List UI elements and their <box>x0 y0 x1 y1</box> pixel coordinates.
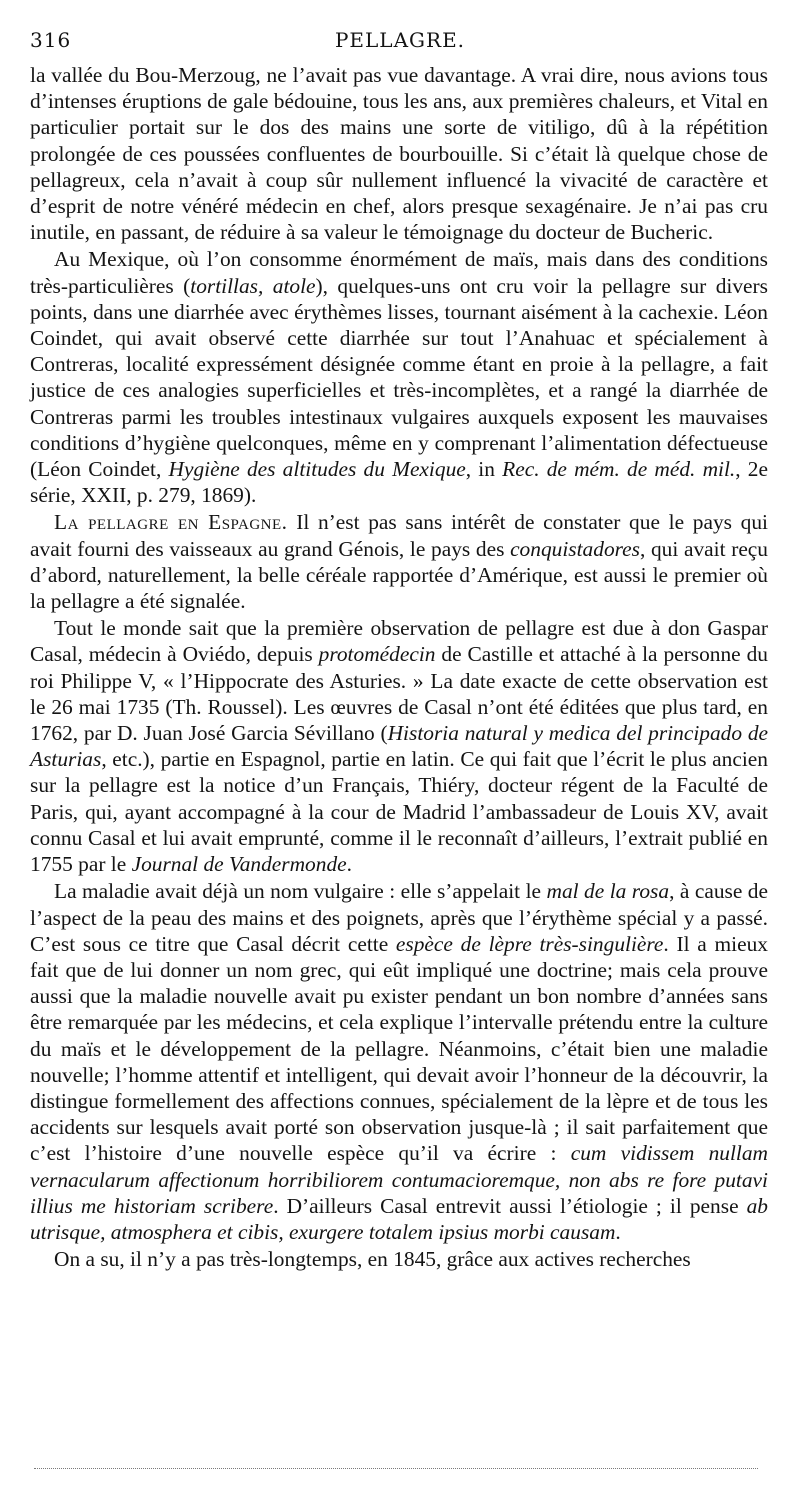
page-number: 316 <box>30 28 72 52</box>
paragraph <box>30 1246 768 1272</box>
text-run: La maladie avait déjà un nom vulgaire : elle s’appelait le <box>54 879 547 904</box>
text-run: , etc.), partie en Espagnol, partie en latin. Ce qui fait que l’écrit le plus ancien sur la pellagre est la notice d’un Français, Thiéry, docteur régent de la Faculté de Paris, qui, ayant accompagné à la cour de Madrid l’ambassadeur de Louis XV, avait connu Casal et lui avait emprunté, comme il le reconnaît d’ailleurs, l’extrait publié en 1755 par le <box>30 747 768 877</box>
italic-text: espèce de lèpre très-singulière <box>395 931 664 956</box>
paragraph <box>30 615 768 877</box>
italic-text: mal de la rosa <box>546 879 670 904</box>
italic-text: Historia natural y medica del principado de Asturias <box>30 721 769 772</box>
chapter-title: PELLAGRE. <box>334 28 466 52</box>
running-header <box>30 28 770 58</box>
text-run: ), quelques-uns ont cru voir la pellagre sur divers points, dans une diarrhée avec érythèmes lisses, tournant aisément à la cachexie. Léon Coindet, qui avait observé cette diarrhée sur tout l’Anahuac et spécialement à Contreras, localité expressément désignée comme étant en proie à la pellagre, a fait justice de ces analogies superficielles et très-incomplètes, et a rangé la diarrhée de Contreras parmi les troubles intestinaux vulgaires auxquels exposent les mauvaises conditions d’hygiène quelconques, même en y comprenant l’alimentation défectueuse (Léon Coindet, <box>30 273 768 482</box>
paragraph <box>30 62 768 245</box>
paragraph <box>30 246 768 508</box>
italic-text: protomédecin <box>318 642 436 667</box>
italic-text: cum vidissem nullam vernacularum affectionum horribiliorem contumacioremque, non abs re fore putavi illius me historiam scribere <box>30 1141 769 1218</box>
text-run: , à cause de l’aspect de la peau des mains et des poignets, après que l’érythème spécial y a passé. C’est sous ce titre que Casal décrit cette <box>30 879 768 956</box>
italic-text: Rec. de mém. de méd. mil. <box>502 457 736 482</box>
text-run: de Castille et attaché à la personne du roi Philippe V, « l’Hippocrate des Asturies. » La date exacte de cette observation est le 26 mai 1735 (Th. Roussel). Les œuvres de Casal n’ont été éditées que plus tard, en 1762, par D. Juan José Garcia Sévillano ( <box>30 642 768 746</box>
italic-text: ab utrisque, atmosphera et cibis, exurgere totalem ipsius morbi causam <box>30 1193 768 1244</box>
text-run: la vallée du Bou-Merzoug, ne l’avait pas vue davantage. A vrai dire, nous avions tous d’intenses éruptions de gale bédouine, tous les ans, aux premières chaleurs, et Vital en particulier portait sur le dos des mains une sorte de vitiligo, dû à la répétition prolongée de ces poussées confluentes de bourbouille. Si c’était là quelque chose de pellagreux, cela n’avait à coup sûr nullement influencé la vivacité de caractère et d’esprit de notre vénéré médecin en chef, alors presque sexagénaire. Je n’ai pas cru inutile, en passant, de réduire à sa valeur le témoignage du docteur de Bucheric. <box>30 63 768 245</box>
paragraph <box>30 509 768 614</box>
text-run: . Il a mieux fait que de lui donner un nom grec, qui eût impliqué une doctrine; mais cela prouve aussi que la maladie nouvelle avait pu exister pendant un bon nombre d’années sans être remarquée par les médecins, et cela explique l’intervalle prétendu entre la culture du maïs et le développement de la pellagre. Néanmoins, c’était bien une maladie nouvelle; l’homme attentif et intelligent, qui devait avoir l’honneur de la découvrir, la distingue formellement des affections connues, spécialement de la lèpre et de tous les accidents sur lesquels avait porté son observation jusque-là ; il sait parfaitement que c’est l’histoire d’une nouvelle espèce qu’il va écrire : <box>30 931 768 1166</box>
text-run: . <box>615 1219 621 1244</box>
italic-text: Journal de Vandermonde <box>131 852 347 877</box>
text-run: , qui avait reçu d’abord, naturellement, la belle céréale rapportée d’Amérique, est aussi le premier où la pellagre a été signalée. <box>30 536 769 614</box>
text-run: Tout le monde sait que la première observation de pellagre est due à don Gaspar Casal, médecin à Oviédo, depuis <box>30 616 768 667</box>
text-run: , 2e série, XXII, p. 279, 1869). <box>30 457 768 508</box>
text-run: , in <box>465 457 503 482</box>
italic-text: Hygiène des altitudes du Mexique <box>168 457 466 482</box>
text-run: . D’ailleurs Casal entrevit aussi l’étiologie ; il pense <box>273 1193 747 1218</box>
text-run: Il n’est pas sans intérêt de constater que le pays qui avait fourni des vaisseaux au grand Génois, le pays des <box>30 510 768 561</box>
body-text <box>30 62 768 1272</box>
paragraph <box>30 878 768 1245</box>
footnote-separator <box>34 1468 758 1469</box>
section-heading: La pellagre en Espagne. <box>54 510 288 535</box>
text-run: Au Mexique, où l’on consomme énormément de maïs, mais dans des conditions très-particulières ( <box>30 247 768 298</box>
text-run: . <box>346 852 352 877</box>
italic-text: conquistadores <box>510 536 640 561</box>
text-run: On a su, il n’y a pas très-longtemps, en 1845, grâce aux actives recherches <box>54 1247 691 1272</box>
italic-text: tortillas, atole <box>190 273 316 298</box>
